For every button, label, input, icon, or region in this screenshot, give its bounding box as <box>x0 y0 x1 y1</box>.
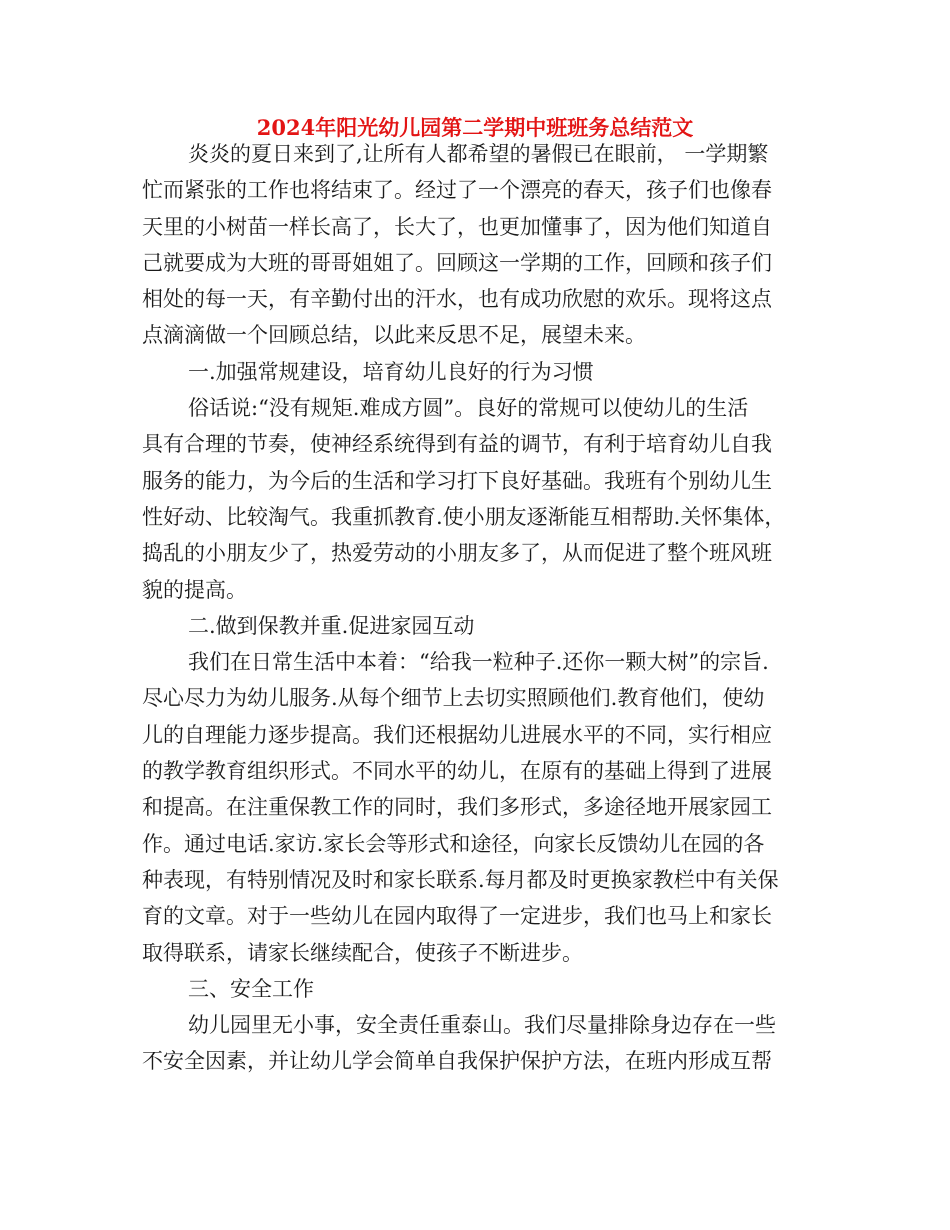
text-line: 己就要成为大班的哥哥姐姐了。回顾这一学期的工作，回顾和孩子们 <box>142 250 772 275</box>
text-line: 不安全因素，并让幼儿学会简单自我保护保护方法，在班内形成互帮 <box>142 1049 772 1074</box>
text-line: 俗话说:“没有规矩.难成方圆”。良好的常规可以使幼儿的生活 <box>188 396 749 421</box>
text-line: 具有合理的节奏，使神经系统得到有益的调节，有利于培育幼儿自我 <box>142 432 772 457</box>
text-line: 尽心尽力为幼儿服务.从每个细节上去切实照顾他们.教育他们，使幼 <box>142 686 765 711</box>
document-body <box>142 136 822 1080</box>
text-line: 性好动、比较淘气。我重抓教育.使小朋友逐渐能互相帮助.关怀集体， <box>142 504 786 529</box>
text-line: 一.加强常规建设，培育幼儿良好的行为习惯 <box>188 359 594 384</box>
text-line: 三、安全工作 <box>188 976 314 1001</box>
text-line: 儿的自理能力逐步提高。我们还根据幼儿进展水平的不同，实行相应 <box>142 722 772 747</box>
text-line: 点滴滴做一个回顾总结，以此来反思不足，展望未来。 <box>142 323 646 348</box>
text-line: 二.做到保教并重.促进家园互动 <box>188 613 475 638</box>
text-line: 相处的每一天，有辛勤付出的汗水，也有成功欣慰的欢乐。现将这点 <box>142 287 772 312</box>
text-line: 幼儿园里无小事，安全责任重泰山。我们尽量排除身边存在一些 <box>188 1013 776 1038</box>
text-line: 种表现，有特别情况及时和家长联系.每月都及时更换家教栏中有关保 <box>142 867 779 892</box>
text-line: 忙而紧张的工作也将结束了。经过了一个漂亮的春天，孩子们也像春 <box>142 178 772 203</box>
text-line: 炎炎的夏日来到了,让所有人都希望的暑假已在眼前， 一学期繁 <box>188 142 769 166</box>
text-line: 我们在日常生活中本着：“给我一粒种子.还你一颗大树”的宗旨. <box>188 650 769 675</box>
text-line: 捣乱的小朋友少了，热爱劳动的小朋友多了，从而促进了整个班风班 <box>142 541 772 566</box>
text-line: 和提高。在注重保教工作的同时，我们多形式，多途径地开展家园工 <box>142 795 772 820</box>
text-line: 育的文章。对于一些幼儿在园内取得了一定进步，我们也马上和家长 <box>142 904 772 929</box>
text-line: 服务的能力，为今后的生活和学习打下良好基础。我班有个别幼儿生 <box>142 468 772 493</box>
text-line: 的教学教育组织形式。不同水平的幼儿，在原有的基础上得到了进展 <box>142 759 772 784</box>
text-line: 取得联系，请家长继续配合，使孩子不断进步。 <box>142 940 583 965</box>
text-line: 貌的提高。 <box>142 577 247 602</box>
document-title: 2024年阳光幼儿园第二学期中班班务总结范文 <box>256 115 694 140</box>
text-line: 天里的小树苗一样长高了，长大了，也更加懂事了，因为他们知道自 <box>142 214 772 239</box>
text-line: 作。通过电话.家访.家长会等形式和途径，向家长反馈幼儿在园的各 <box>142 831 765 856</box>
